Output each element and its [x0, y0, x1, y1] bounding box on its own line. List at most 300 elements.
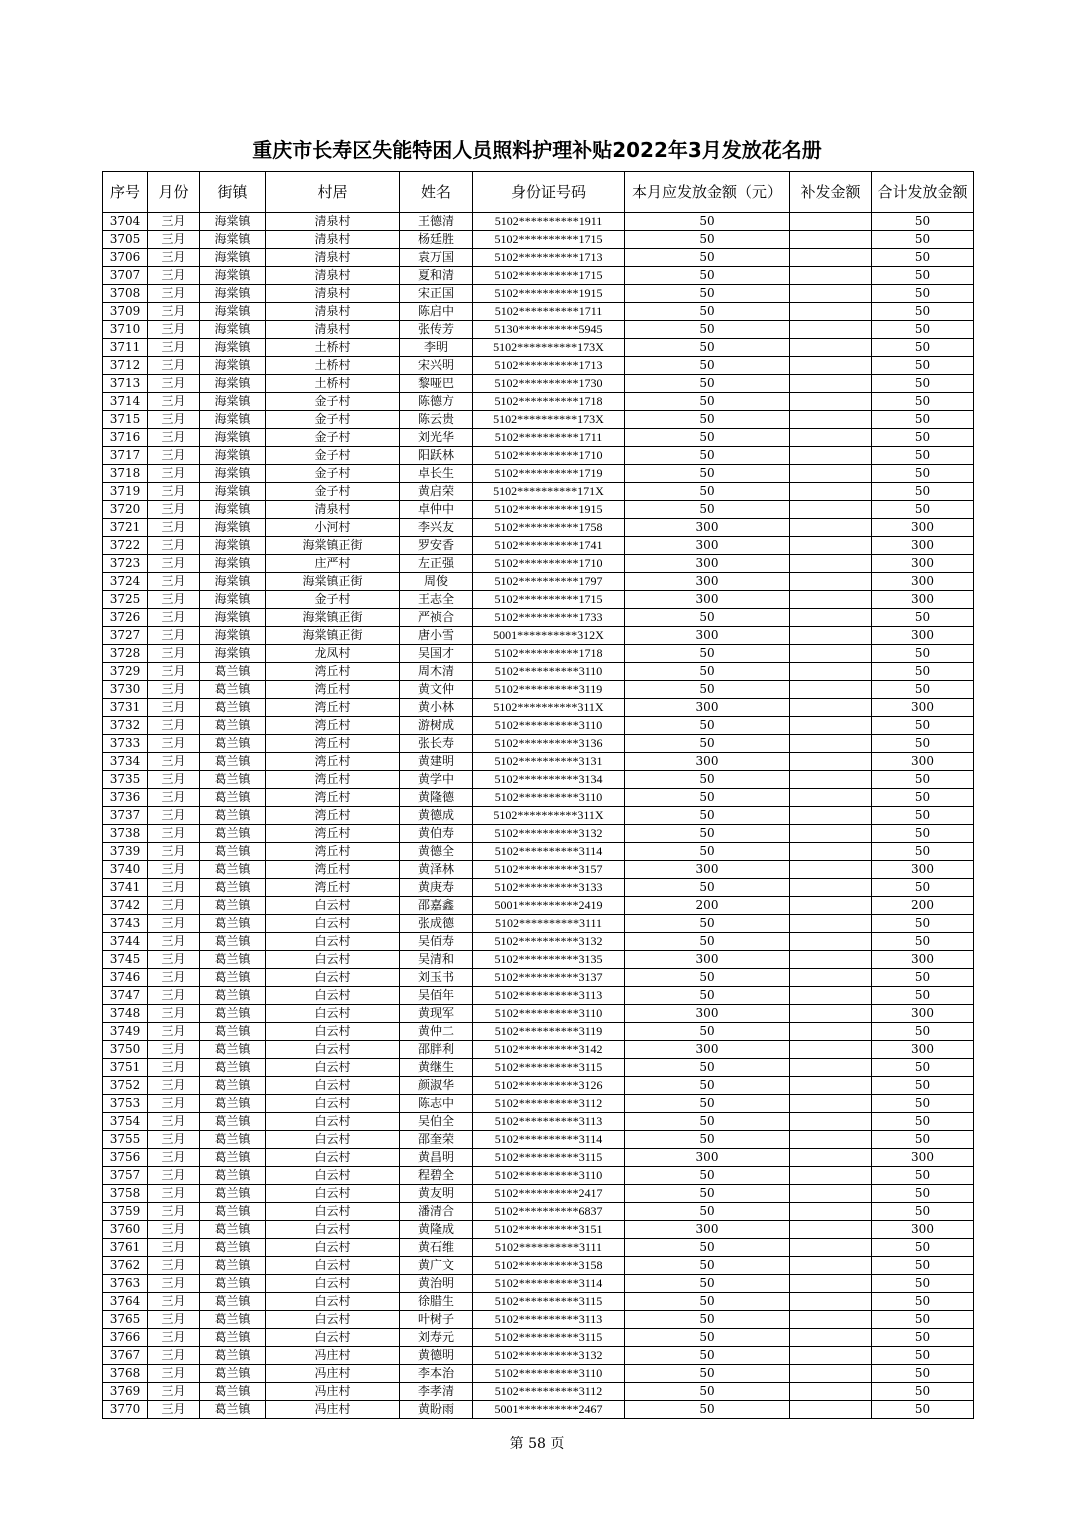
cell-village: 湾丘村 [266, 879, 400, 897]
header-month: 月份 [148, 172, 200, 213]
cell-name: 吴清和 [400, 951, 473, 969]
cell-total-amount: 50 [872, 267, 974, 285]
cell-monthly-amount: 50 [625, 1275, 790, 1293]
cell-supplementary-amount [790, 1401, 872, 1419]
cell-seq: 3723 [103, 555, 148, 573]
cell-village: 湾丘村 [266, 789, 400, 807]
cell-month: 三月 [148, 501, 200, 519]
cell-seq: 3743 [103, 915, 148, 933]
cell-supplementary-amount [790, 1203, 872, 1221]
cell-monthly-amount: 300 [625, 1221, 790, 1239]
table-row [103, 1347, 974, 1365]
cell-monthly-amount: 300 [625, 573, 790, 591]
cell-total-amount: 50 [872, 339, 974, 357]
cell-village: 金子村 [266, 429, 400, 447]
cell-monthly-amount: 300 [625, 537, 790, 555]
cell-name: 刘玉书 [400, 969, 473, 987]
cell-id-number: 5102**********3115 [473, 1293, 625, 1311]
cell-monthly-amount: 50 [625, 249, 790, 267]
table-row [103, 789, 974, 807]
cell-monthly-amount: 50 [625, 933, 790, 951]
cell-monthly-amount: 300 [625, 555, 790, 573]
table-row [103, 663, 974, 681]
table-row [103, 1095, 974, 1113]
cell-village: 白云村 [266, 1239, 400, 1257]
cell-month: 三月 [148, 1113, 200, 1131]
cell-month: 三月 [148, 591, 200, 609]
cell-month: 三月 [148, 519, 200, 537]
table-row [103, 1257, 974, 1275]
cell-monthly-amount: 300 [625, 591, 790, 609]
cell-town: 葛兰镇 [200, 825, 266, 843]
cell-name: 阳跃林 [400, 447, 473, 465]
table-row [103, 609, 974, 627]
cell-town: 葛兰镇 [200, 681, 266, 699]
cell-town: 葛兰镇 [200, 699, 266, 717]
cell-village: 湾丘村 [266, 807, 400, 825]
cell-name: 徐腊生 [400, 1293, 473, 1311]
cell-village: 白云村 [266, 1077, 400, 1095]
cell-town: 葛兰镇 [200, 1149, 266, 1167]
cell-monthly-amount: 300 [625, 1041, 790, 1059]
cell-town: 海棠镇 [200, 321, 266, 339]
cell-town: 海棠镇 [200, 357, 266, 375]
cell-name: 颜淑华 [400, 1077, 473, 1095]
cell-month: 三月 [148, 1095, 200, 1113]
cell-month: 三月 [148, 375, 200, 393]
cell-name: 严祯合 [400, 609, 473, 627]
cell-village: 白云村 [266, 897, 400, 915]
cell-total-amount: 50 [872, 465, 974, 483]
cell-village: 冯庄村 [266, 1365, 400, 1383]
table-body [103, 213, 974, 1419]
cell-supplementary-amount [790, 555, 872, 573]
cell-month: 三月 [148, 537, 200, 555]
table-row [103, 807, 974, 825]
cell-town: 海棠镇 [200, 393, 266, 411]
cell-monthly-amount: 50 [625, 1383, 790, 1401]
cell-total-amount: 300 [872, 1221, 974, 1239]
cell-month: 三月 [148, 735, 200, 753]
cell-seq: 3757 [103, 1167, 148, 1185]
cell-total-amount: 300 [872, 1041, 974, 1059]
cell-id-number: 5102**********1715 [473, 591, 625, 609]
cell-supplementary-amount [790, 1023, 872, 1041]
cell-month: 三月 [148, 897, 200, 915]
table-row [103, 897, 974, 915]
page-title: 重庆市长寿区失能特困人员照料护理补贴2022年3月发放花名册 [252, 138, 822, 162]
cell-monthly-amount: 50 [625, 1131, 790, 1149]
cell-name: 黄治明 [400, 1275, 473, 1293]
cell-monthly-amount: 50 [625, 285, 790, 303]
cell-total-amount: 50 [872, 1257, 974, 1275]
cell-monthly-amount: 50 [625, 1059, 790, 1077]
cell-town: 葛兰镇 [200, 861, 266, 879]
cell-month: 三月 [148, 1239, 200, 1257]
cell-id-number: 5102**********2417 [473, 1185, 625, 1203]
cell-month: 三月 [148, 1059, 200, 1077]
cell-id-number: 5102**********3110 [473, 1365, 625, 1383]
cell-id-number: 5102**********3114 [473, 1275, 625, 1293]
cell-total-amount: 50 [872, 789, 974, 807]
cell-id-number: 5102**********1715 [473, 267, 625, 285]
table-row [103, 1005, 974, 1023]
table-row [103, 1041, 974, 1059]
cell-id-number: 5102**********1733 [473, 609, 625, 627]
cell-supplementary-amount [790, 897, 872, 915]
cell-total-amount: 50 [872, 969, 974, 987]
header-town: 街镇 [200, 172, 266, 213]
cell-total-amount: 50 [872, 483, 974, 501]
cell-id-number: 5102**********3113 [473, 1311, 625, 1329]
header-monthly-amount: 本月应发放金额（元） [625, 172, 790, 213]
cell-town: 海棠镇 [200, 285, 266, 303]
cell-town: 葛兰镇 [200, 915, 266, 933]
cell-seq: 3730 [103, 681, 148, 699]
cell-total-amount: 50 [872, 771, 974, 789]
cell-village: 金子村 [266, 411, 400, 429]
cell-id-number: 5102**********3142 [473, 1041, 625, 1059]
cell-id-number: 5102**********1741 [473, 537, 625, 555]
cell-town: 葛兰镇 [200, 1257, 266, 1275]
cell-month: 三月 [148, 393, 200, 411]
cell-town: 葛兰镇 [200, 843, 266, 861]
cell-month: 三月 [148, 1041, 200, 1059]
cell-month: 三月 [148, 1023, 200, 1041]
cell-town: 葛兰镇 [200, 1383, 266, 1401]
cell-seq: 3735 [103, 771, 148, 789]
cell-seq: 3738 [103, 825, 148, 843]
cell-supplementary-amount [790, 1185, 872, 1203]
cell-village: 白云村 [266, 915, 400, 933]
cell-id-number: 5102**********171X [473, 483, 625, 501]
cell-id-number: 5102**********3136 [473, 735, 625, 753]
cell-total-amount: 50 [872, 879, 974, 897]
cell-month: 三月 [148, 213, 200, 231]
cell-seq: 3711 [103, 339, 148, 357]
cell-monthly-amount: 50 [625, 987, 790, 1005]
cell-id-number: 5102**********1711 [473, 429, 625, 447]
cell-id-number: 5102**********3151 [473, 1221, 625, 1239]
cell-total-amount: 50 [872, 1329, 974, 1347]
cell-month: 三月 [148, 1185, 200, 1203]
cell-village: 土桥村 [266, 357, 400, 375]
table-row [103, 393, 974, 411]
cell-total-amount: 50 [872, 1347, 974, 1365]
cell-month: 三月 [148, 267, 200, 285]
cell-name: 黄友明 [400, 1185, 473, 1203]
cell-monthly-amount: 50 [625, 645, 790, 663]
cell-total-amount: 50 [872, 1365, 974, 1383]
cell-supplementary-amount [790, 1113, 872, 1131]
cell-seq: 3762 [103, 1257, 148, 1275]
cell-town: 海棠镇 [200, 447, 266, 465]
cell-id-number: 5102**********1915 [473, 285, 625, 303]
table-row [103, 231, 974, 249]
cell-id-number: 5001**********2467 [473, 1401, 625, 1419]
cell-monthly-amount: 50 [625, 1077, 790, 1095]
cell-month: 三月 [148, 411, 200, 429]
cell-total-amount: 300 [872, 573, 974, 591]
cell-id-number: 5102**********1711 [473, 303, 625, 321]
cell-monthly-amount: 50 [625, 465, 790, 483]
table-row [103, 285, 974, 303]
cell-supplementary-amount [790, 915, 872, 933]
cell-monthly-amount: 300 [625, 1005, 790, 1023]
cell-month: 三月 [148, 609, 200, 627]
cell-supplementary-amount [790, 1311, 872, 1329]
cell-supplementary-amount [790, 771, 872, 789]
cell-supplementary-amount [790, 537, 872, 555]
cell-supplementary-amount [790, 213, 872, 231]
cell-monthly-amount: 50 [625, 609, 790, 627]
cell-town: 海棠镇 [200, 501, 266, 519]
cell-month: 三月 [148, 1347, 200, 1365]
cell-seq: 3765 [103, 1311, 148, 1329]
cell-town: 葛兰镇 [200, 969, 266, 987]
cell-village: 白云村 [266, 1059, 400, 1077]
cell-month: 三月 [148, 285, 200, 303]
cell-monthly-amount: 50 [625, 501, 790, 519]
cell-id-number: 5102**********1713 [473, 357, 625, 375]
table-row [103, 1239, 974, 1257]
table-row [103, 879, 974, 897]
cell-id-number: 5102**********1719 [473, 465, 625, 483]
cell-name: 陈云贵 [400, 411, 473, 429]
table-row [103, 1311, 974, 1329]
cell-village: 白云村 [266, 1131, 400, 1149]
cell-monthly-amount: 300 [625, 861, 790, 879]
cell-monthly-amount: 50 [625, 1311, 790, 1329]
cell-name: 罗安香 [400, 537, 473, 555]
cell-supplementary-amount [790, 483, 872, 501]
cell-town: 海棠镇 [200, 591, 266, 609]
cell-town: 葛兰镇 [200, 933, 266, 951]
cell-monthly-amount: 50 [625, 969, 790, 987]
cell-monthly-amount: 300 [625, 753, 790, 771]
cell-seq: 3748 [103, 1005, 148, 1023]
cell-id-number: 5001**********2419 [473, 897, 625, 915]
cell-supplementary-amount [790, 285, 872, 303]
cell-supplementary-amount [790, 303, 872, 321]
cell-total-amount: 50 [872, 663, 974, 681]
cell-monthly-amount: 200 [625, 897, 790, 915]
cell-town: 葛兰镇 [200, 1275, 266, 1293]
cell-village: 白云村 [266, 987, 400, 1005]
cell-town: 葛兰镇 [200, 1347, 266, 1365]
cell-name: 黄庚寿 [400, 879, 473, 897]
cell-id-number: 5102**********3158 [473, 1257, 625, 1275]
cell-name: 黄启荣 [400, 483, 473, 501]
table-row [103, 753, 974, 771]
cell-name: 黄德成 [400, 807, 473, 825]
cell-total-amount: 50 [872, 1077, 974, 1095]
cell-total-amount: 50 [872, 681, 974, 699]
cell-name: 黄石维 [400, 1239, 473, 1257]
cell-monthly-amount: 50 [625, 303, 790, 321]
cell-town: 海棠镇 [200, 609, 266, 627]
cell-month: 三月 [148, 357, 200, 375]
cell-total-amount: 300 [872, 537, 974, 555]
cell-supplementary-amount [790, 357, 872, 375]
cell-supplementary-amount [790, 465, 872, 483]
cell-total-amount: 50 [872, 1239, 974, 1257]
cell-name: 左正强 [400, 555, 473, 573]
cell-id-number: 5102**********311X [473, 699, 625, 717]
cell-total-amount: 300 [872, 555, 974, 573]
cell-town: 葛兰镇 [200, 1041, 266, 1059]
table-row [103, 1185, 974, 1203]
cell-id-number: 5102**********3113 [473, 987, 625, 1005]
cell-id-number: 5102**********3119 [473, 1023, 625, 1041]
cell-total-amount: 50 [872, 1311, 974, 1329]
cell-month: 三月 [148, 447, 200, 465]
cell-supplementary-amount [790, 789, 872, 807]
cell-month: 三月 [148, 951, 200, 969]
cell-id-number: 5102**********3113 [473, 1113, 625, 1131]
cell-village: 白云村 [266, 1167, 400, 1185]
cell-town: 葛兰镇 [200, 771, 266, 789]
cell-supplementary-amount [790, 843, 872, 861]
cell-village: 白云村 [266, 1149, 400, 1167]
table-row [103, 681, 974, 699]
cell-name: 宋兴明 [400, 357, 473, 375]
cell-month: 三月 [148, 807, 200, 825]
cell-supplementary-amount [790, 645, 872, 663]
cell-village: 冯庄村 [266, 1347, 400, 1365]
cell-village: 湾丘村 [266, 663, 400, 681]
cell-village: 湾丘村 [266, 681, 400, 699]
cell-supplementary-amount [790, 861, 872, 879]
cell-supplementary-amount [790, 1041, 872, 1059]
cell-id-number: 5102**********1730 [473, 375, 625, 393]
cell-month: 三月 [148, 861, 200, 879]
cell-village: 清泉村 [266, 213, 400, 231]
table-row [103, 1401, 974, 1419]
cell-total-amount: 50 [872, 1275, 974, 1293]
header-supplementary-amount: 补发金额 [790, 172, 872, 213]
cell-seq: 3704 [103, 213, 148, 231]
cell-supplementary-amount [790, 1275, 872, 1293]
cell-month: 三月 [148, 843, 200, 861]
cell-id-number: 5102**********3114 [473, 1131, 625, 1149]
cell-id-number: 5102**********3133 [473, 879, 625, 897]
cell-supplementary-amount [790, 1167, 872, 1185]
cell-seq: 3737 [103, 807, 148, 825]
cell-total-amount: 50 [872, 1095, 974, 1113]
cell-id-number: 5001**********312X [473, 627, 625, 645]
cell-monthly-amount: 50 [625, 1113, 790, 1131]
table-row [103, 1023, 974, 1041]
cell-id-number: 5102**********1915 [473, 501, 625, 519]
cell-id-number: 5102**********3115 [473, 1059, 625, 1077]
cell-id-number: 5102**********3135 [473, 951, 625, 969]
cell-village: 金子村 [266, 447, 400, 465]
cell-village: 金子村 [266, 591, 400, 609]
cell-village: 清泉村 [266, 303, 400, 321]
cell-seq: 3770 [103, 1401, 148, 1419]
cell-total-amount: 300 [872, 753, 974, 771]
cell-total-amount: 50 [872, 1131, 974, 1149]
table-row [103, 339, 974, 357]
cell-town: 葛兰镇 [200, 897, 266, 915]
cell-monthly-amount: 50 [625, 1365, 790, 1383]
cell-month: 三月 [148, 681, 200, 699]
cell-village: 小河村 [266, 519, 400, 537]
cell-seq: 3722 [103, 537, 148, 555]
cell-total-amount: 300 [872, 699, 974, 717]
table-row [103, 537, 974, 555]
cell-total-amount: 50 [872, 609, 974, 627]
cell-seq: 3736 [103, 789, 148, 807]
cell-seq: 3716 [103, 429, 148, 447]
cell-name: 游树成 [400, 717, 473, 735]
cell-total-amount: 50 [872, 987, 974, 1005]
cell-id-number: 5102**********6837 [473, 1203, 625, 1221]
cell-town: 葛兰镇 [200, 1239, 266, 1257]
cell-id-number: 5102**********3132 [473, 1347, 625, 1365]
cell-total-amount: 300 [872, 861, 974, 879]
cell-seq: 3758 [103, 1185, 148, 1203]
cell-monthly-amount: 50 [625, 843, 790, 861]
cell-month: 三月 [148, 1077, 200, 1095]
cell-village: 清泉村 [266, 267, 400, 285]
cell-town: 葛兰镇 [200, 1131, 266, 1149]
cell-village: 龙凤村 [266, 645, 400, 663]
cell-monthly-amount: 50 [625, 789, 790, 807]
cell-town: 海棠镇 [200, 429, 266, 447]
cell-name: 陈启中 [400, 303, 473, 321]
cell-village: 湾丘村 [266, 699, 400, 717]
cell-monthly-amount: 50 [625, 1293, 790, 1311]
cell-village: 清泉村 [266, 249, 400, 267]
cell-id-number: 5102**********1710 [473, 447, 625, 465]
table-row [103, 483, 974, 501]
cell-village: 白云村 [266, 951, 400, 969]
cell-seq: 3760 [103, 1221, 148, 1239]
table-row [103, 969, 974, 987]
cell-monthly-amount: 50 [625, 1347, 790, 1365]
cell-village: 金子村 [266, 393, 400, 411]
cell-village: 白云村 [266, 1203, 400, 1221]
cell-month: 三月 [148, 789, 200, 807]
cell-id-number: 5102**********3119 [473, 681, 625, 699]
table-row [103, 555, 974, 573]
cell-name: 黄文仲 [400, 681, 473, 699]
cell-supplementary-amount [790, 1239, 872, 1257]
cell-total-amount: 50 [872, 213, 974, 231]
cell-monthly-amount: 50 [625, 1239, 790, 1257]
cell-seq: 3725 [103, 591, 148, 609]
cell-id-number: 5102**********3110 [473, 1005, 625, 1023]
cell-town: 葛兰镇 [200, 663, 266, 681]
cell-id-number: 5102**********1710 [473, 555, 625, 573]
cell-seq: 3741 [103, 879, 148, 897]
cell-village: 土桥村 [266, 339, 400, 357]
cell-total-amount: 50 [872, 843, 974, 861]
cell-seq: 3715 [103, 411, 148, 429]
cell-month: 三月 [148, 555, 200, 573]
cell-village: 白云村 [266, 1257, 400, 1275]
cell-village: 白云村 [266, 1275, 400, 1293]
cell-name: 陈德方 [400, 393, 473, 411]
cell-village: 白云村 [266, 1113, 400, 1131]
cell-seq: 3717 [103, 447, 148, 465]
table-row [103, 249, 974, 267]
cell-month: 三月 [148, 879, 200, 897]
cell-month: 三月 [148, 1149, 200, 1167]
cell-monthly-amount: 50 [625, 375, 790, 393]
